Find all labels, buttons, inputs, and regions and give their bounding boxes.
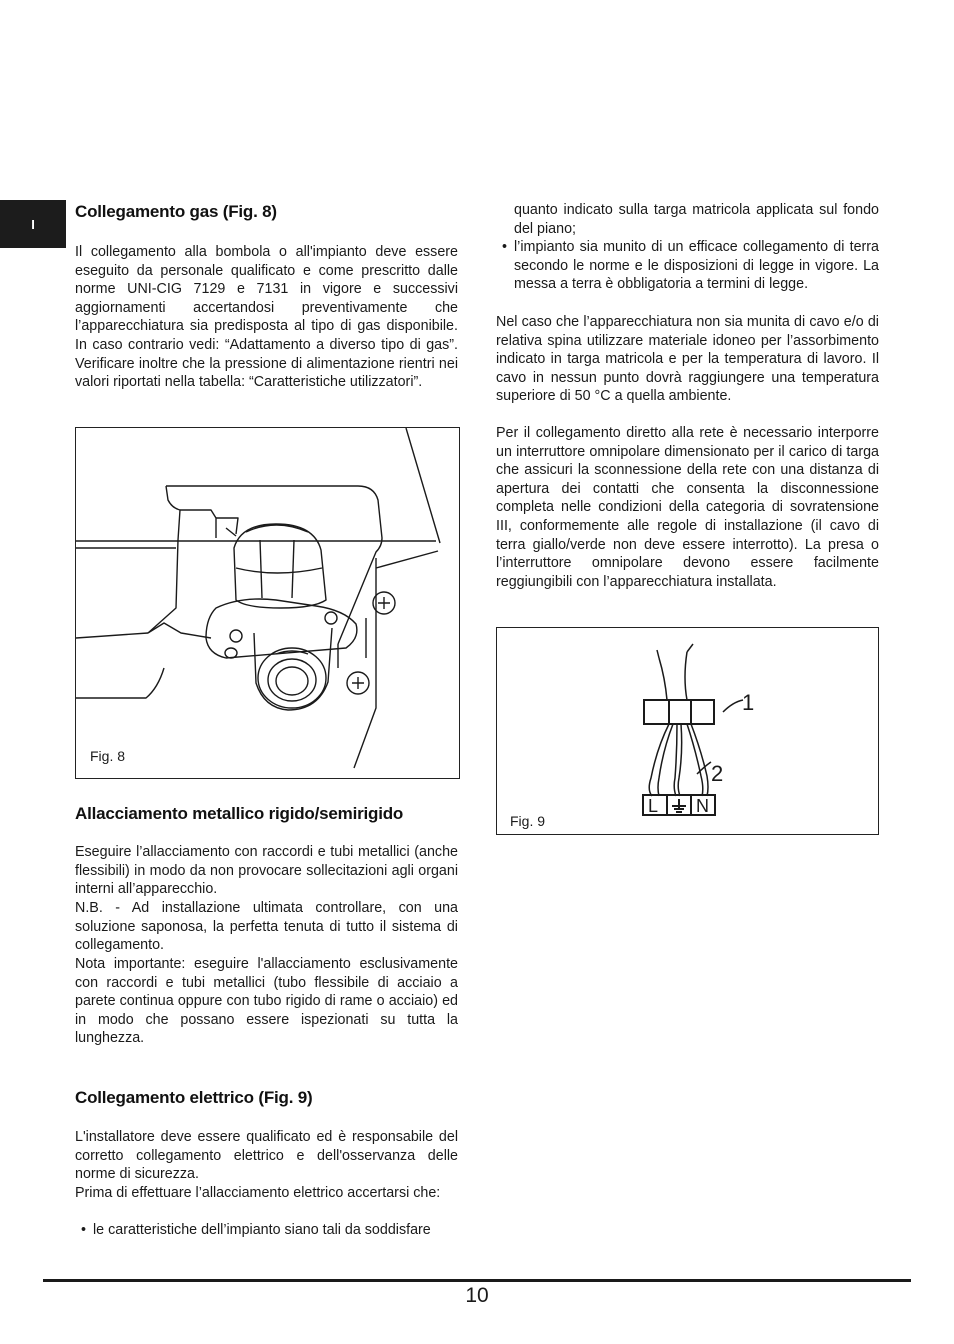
terminal-label-L: L bbox=[648, 796, 659, 816]
list-item bbox=[496, 238, 879, 314]
bullet-mark: • bbox=[81, 1222, 87, 1238]
elec-paragraph-2: Prima di effettuare l’allacciamento elettrico accertarsi che: bbox=[75, 1185, 441, 1201]
cable-paragraph: Nel caso che l’apparecchiatura non sia munita di cavo e/o di relativa spina utilizzare materiale idoneo per l’assorbimento indicato in targa matricola e per la temperatura di lavoro. Il cavo in nessun punto dovrà raggiungere una temperatura superiore di 50 °C a quella ambiente. bbox=[496, 314, 879, 405]
wiring-diagram bbox=[497, 628, 878, 834]
elec-heading: Collegamento elettrico (Fig. 9) bbox=[75, 1088, 313, 1107]
gas-connector-illustration bbox=[76, 428, 459, 778]
elec-paragraph-1: L'installatore deve essere qualificato ed è responsabile del corretto collegamento elettrico e dell'osservanza delle norme di sicurezza. bbox=[75, 1129, 458, 1183]
bullet-text: le caratteristiche dell’impianto siano tali da soddisfare bbox=[93, 1222, 431, 1238]
callout-2: 2 bbox=[711, 761, 724, 786]
terminal-label-N: N bbox=[696, 796, 709, 816]
fig8-caption: Fig. 8 bbox=[90, 748, 126, 764]
figure-9 bbox=[496, 627, 879, 835]
footer-rule bbox=[43, 1279, 911, 1282]
gas-paragraph: Il collegamento alla bombola o all'impianto deve essere eseguito da personale qualificato e come prescritto dalle norme UNI-CIG 7129 e 7131 in vigore e successivi aggiornamenti accertandosi preventivamente che l’apparecchiatura sia predisposta al tipo di gas disponibile. In caso contrario vedi: “Adattamento a diverso tipo di gas”. Verificare inoltre che la pressione di alimentazione rientri nei valori riportati nella tabella: “Caratteristiche utilizzatori”. bbox=[75, 244, 458, 391]
metal-paragraph-3: Nota importante: eseguire l'allacciamento esclusivamente con raccordi e tubi metallici (tubo flessibile di acciaio a parete continua oppure con tubo rigido di rame o acciaio) ed in modo che possano essere ispezionati su tutta la lunghezza. bbox=[75, 956, 458, 1047]
list-item bbox=[75, 1221, 458, 1240]
gas-heading: Collegamento gas (Fig. 8) bbox=[75, 202, 277, 221]
bullet1-continuation: quanto indicato sulla targa matricola applicata sul fondo del piano; bbox=[514, 202, 879, 237]
fig9-caption: Fig. 9 bbox=[510, 813, 546, 829]
language-tab: I bbox=[0, 200, 66, 248]
metal-paragraph-2: N.B. - Ad installazione ultimata controllare, con una soluzione saponosa, la perfetta tenuta di tutto il sistema di collegamento. bbox=[75, 900, 458, 954]
switch-paragraph: Per il collegamento diretto alla rete è necessario interporre un interruttore omnipolare dimensionato per il carico di targa che assicuri la sconnessione della rete con una distanza di apertura dei contatti che consenta la disconnessione completa nelle condizioni della categoria di sovratensione III, conformemente alle regole di installazione (il cavo di terra giallo/verde non deve essere interrotto). La presa o l’interruttore omnipolare devono essere facilmente reggiungibili con l’apparecchiatura installata. bbox=[496, 425, 879, 590]
metal-paragraph-1: Eseguire l’allacciamento con raccordi e tubi metallici (anche flessibili) in modo da non provocare sollecitazioni agli organi interni all’apparecchio. bbox=[75, 844, 458, 898]
figure-8 bbox=[75, 427, 460, 779]
page-number: 10 bbox=[465, 1284, 489, 1307]
bullet-mark: • bbox=[502, 239, 508, 255]
metal-heading: Allacciamento metallico rigido/semirigido bbox=[75, 804, 404, 823]
callout-1: 1 bbox=[742, 690, 755, 715]
bullet-text: l’impianto sia munito di un efficace collegamento di terra secondo le norme e le disposizioni di legge in vigore. La messa a terra è obbligatoria a termini di legge. bbox=[514, 239, 879, 293]
